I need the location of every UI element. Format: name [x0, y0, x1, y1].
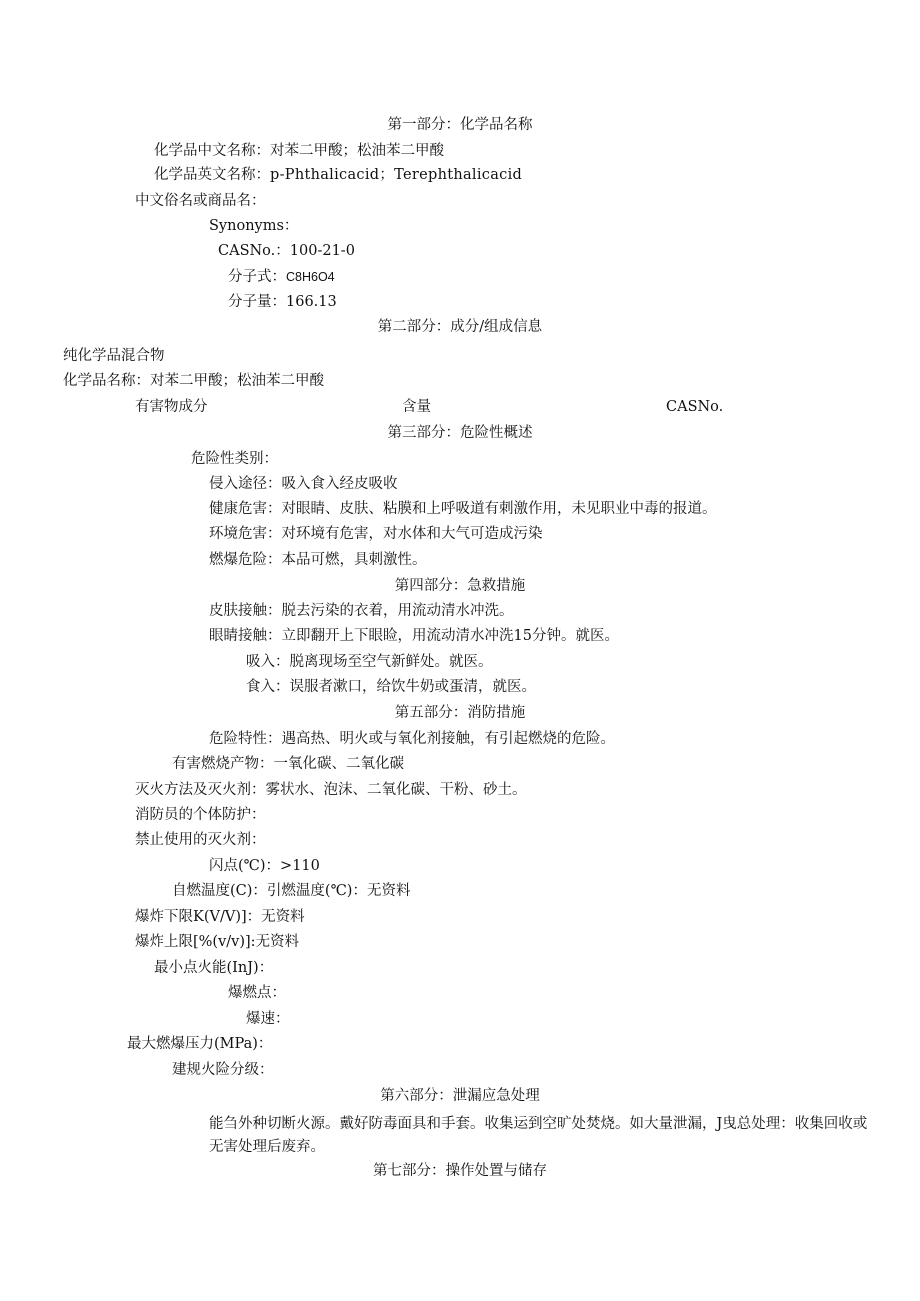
skin-row [209, 602, 514, 620]
env-value: 对环境有危害，对水体和大气可造成污染 [281, 526, 543, 542]
flash-value: >110 [280, 858, 320, 874]
en-name-value: p-Phthalicacid；Terephthalicacid [270, 167, 523, 183]
en-name-label: 化学品英文名称： [154, 167, 270, 183]
section-3-heading: 第三部分：危险性概述 [387, 425, 533, 441]
hazard-category-label: 危险性类别： [191, 451, 278, 467]
eye-label: 眼睛接触： [209, 628, 282, 644]
mw-label: 分子量： [228, 294, 286, 310]
ingest-row [246, 678, 536, 696]
hazard-row [209, 730, 615, 748]
env-row [209, 525, 543, 543]
synonyms-label: Synonyms： [209, 218, 299, 234]
col-component: 有害物成分 [135, 399, 208, 415]
cn-name-label: 化学品中文名称： [154, 143, 270, 159]
eye-row [209, 627, 619, 645]
cas-label: CASNo.： [218, 243, 290, 259]
section-7-heading: 第七部分：操作处置与储存 [373, 1163, 547, 1179]
deflag-label: 爆燃点： [228, 985, 286, 1001]
health-label: 健康危害： [209, 501, 282, 517]
cn-name-value: 对苯二甲酸；松油苯二甲酸 [270, 143, 444, 159]
products-value: 一氧化碳、二氧化碳 [273, 756, 404, 772]
chem-name-label: 化学品名称： [63, 373, 150, 389]
cas-value: 100-21-0 [289, 243, 355, 259]
route-value: 吸入食入经皮吸收 [281, 476, 398, 492]
section-4-heading: 第四部分：急救措施 [394, 578, 526, 594]
method-value: 雾状水、泡沫、二氧化碳、干粉、砂土。 [265, 782, 527, 798]
hazard-value: 遇高热、明火或与氧化剂接触，有引起燃烧的危险。 [281, 731, 615, 747]
autoign-label: 自燃温度(C)：引燃温度(℃)： [172, 883, 367, 899]
health-row [209, 500, 717, 518]
fire-label: 燃爆危险： [209, 552, 282, 568]
lel-label: 爆炸下限K(V/V)]： [135, 909, 262, 925]
chem-name-row [63, 372, 324, 390]
ppe-label: 消防员的个体防护： [135, 807, 266, 823]
route-label: 侵入途径： [209, 476, 282, 492]
health-value: 对眼睛、皮肤、粘膜和上呼吸道有刺激作用，未见职业中毒的报道。 [281, 501, 717, 517]
eye-value: 立即翻开上下眼睑，用流动清水冲洗15分钟。就医。 [281, 628, 619, 644]
inhale-value: 脱离现场至空气新鲜处。就医。 [289, 654, 493, 670]
env-label: 环境危害： [209, 526, 282, 542]
forbidden-label: 禁止使用的灭火剂： [135, 832, 266, 848]
inhale-row [246, 653, 493, 671]
flash-row [209, 857, 320, 875]
uel-row [135, 933, 299, 951]
en-name-row [154, 166, 522, 184]
flash-label: 闪点(℃)： [209, 858, 281, 874]
formula-row [228, 268, 335, 286]
mw-row [228, 293, 337, 311]
section-6-heading: 第六部分：泄漏应急处理 [380, 1088, 540, 1104]
uel-label: 爆炸上限[%(v/v)]: [135, 934, 256, 950]
hazard-label: 危险特性： [209, 731, 282, 747]
lel-row [135, 908, 305, 926]
autoign-value: 无资料 [366, 883, 411, 899]
speed-label: 爆速： [246, 1011, 290, 1027]
ingest-label: 食入： [246, 679, 290, 695]
inhale-label: 吸入： [246, 654, 290, 670]
alias-label: 中文俗名或商品名： [135, 193, 266, 209]
mie-label: 最小点火能(InJ)： [154, 960, 274, 976]
method-row [135, 781, 527, 799]
cn-name-row [154, 142, 444, 160]
formula-label: 分子式： [228, 269, 286, 285]
section-5-heading: 第五部分：消防措施 [394, 705, 526, 721]
skin-label: 皮肤接触： [209, 603, 282, 619]
pmax-label: 最大燃爆压力(MPa)： [127, 1036, 273, 1052]
section-2-heading: 第二部分：成分/组成信息 [377, 319, 543, 335]
products-label: 有害燃烧产物： [172, 756, 274, 772]
autoign-row [172, 882, 410, 900]
col-content: 含量 [402, 399, 431, 415]
fire-row [209, 551, 427, 569]
col-cas: CASNo. [666, 399, 724, 415]
mw-value: 166.13 [286, 294, 337, 310]
fire-value: 本品可燃，具刺激性。 [281, 552, 427, 568]
uel-value: 无资料 [255, 934, 300, 950]
ingest-value: 误服者漱口，给饮牛奶或蛋清，就医。 [289, 679, 536, 695]
spill-text: 能刍外种切断火源。戴好防毒面具和手套。收集运到空旷处焚烧。如大量泄漏，J曳总处理：收集回收或无害处理后废弃。 [209, 1116, 868, 1155]
method-label: 灭火方法及灭火剂： [135, 782, 266, 798]
lel-value: 无资料 [261, 909, 305, 925]
class-label: 建规火险分级： [172, 1062, 274, 1078]
chem-name-value: 对苯二甲酸；松油苯二甲酸 [150, 373, 324, 389]
route-row [209, 475, 398, 493]
products-row [172, 755, 404, 773]
skin-value: 脱去污染的衣着，用流动清水冲洗。 [281, 603, 514, 619]
purity-text: 纯化学品混合物 [63, 348, 165, 364]
formula-value: C8H6O4 [286, 270, 335, 284]
cas-row [218, 242, 355, 260]
section-1-heading: 第一部分：化学品名称 [387, 117, 533, 133]
